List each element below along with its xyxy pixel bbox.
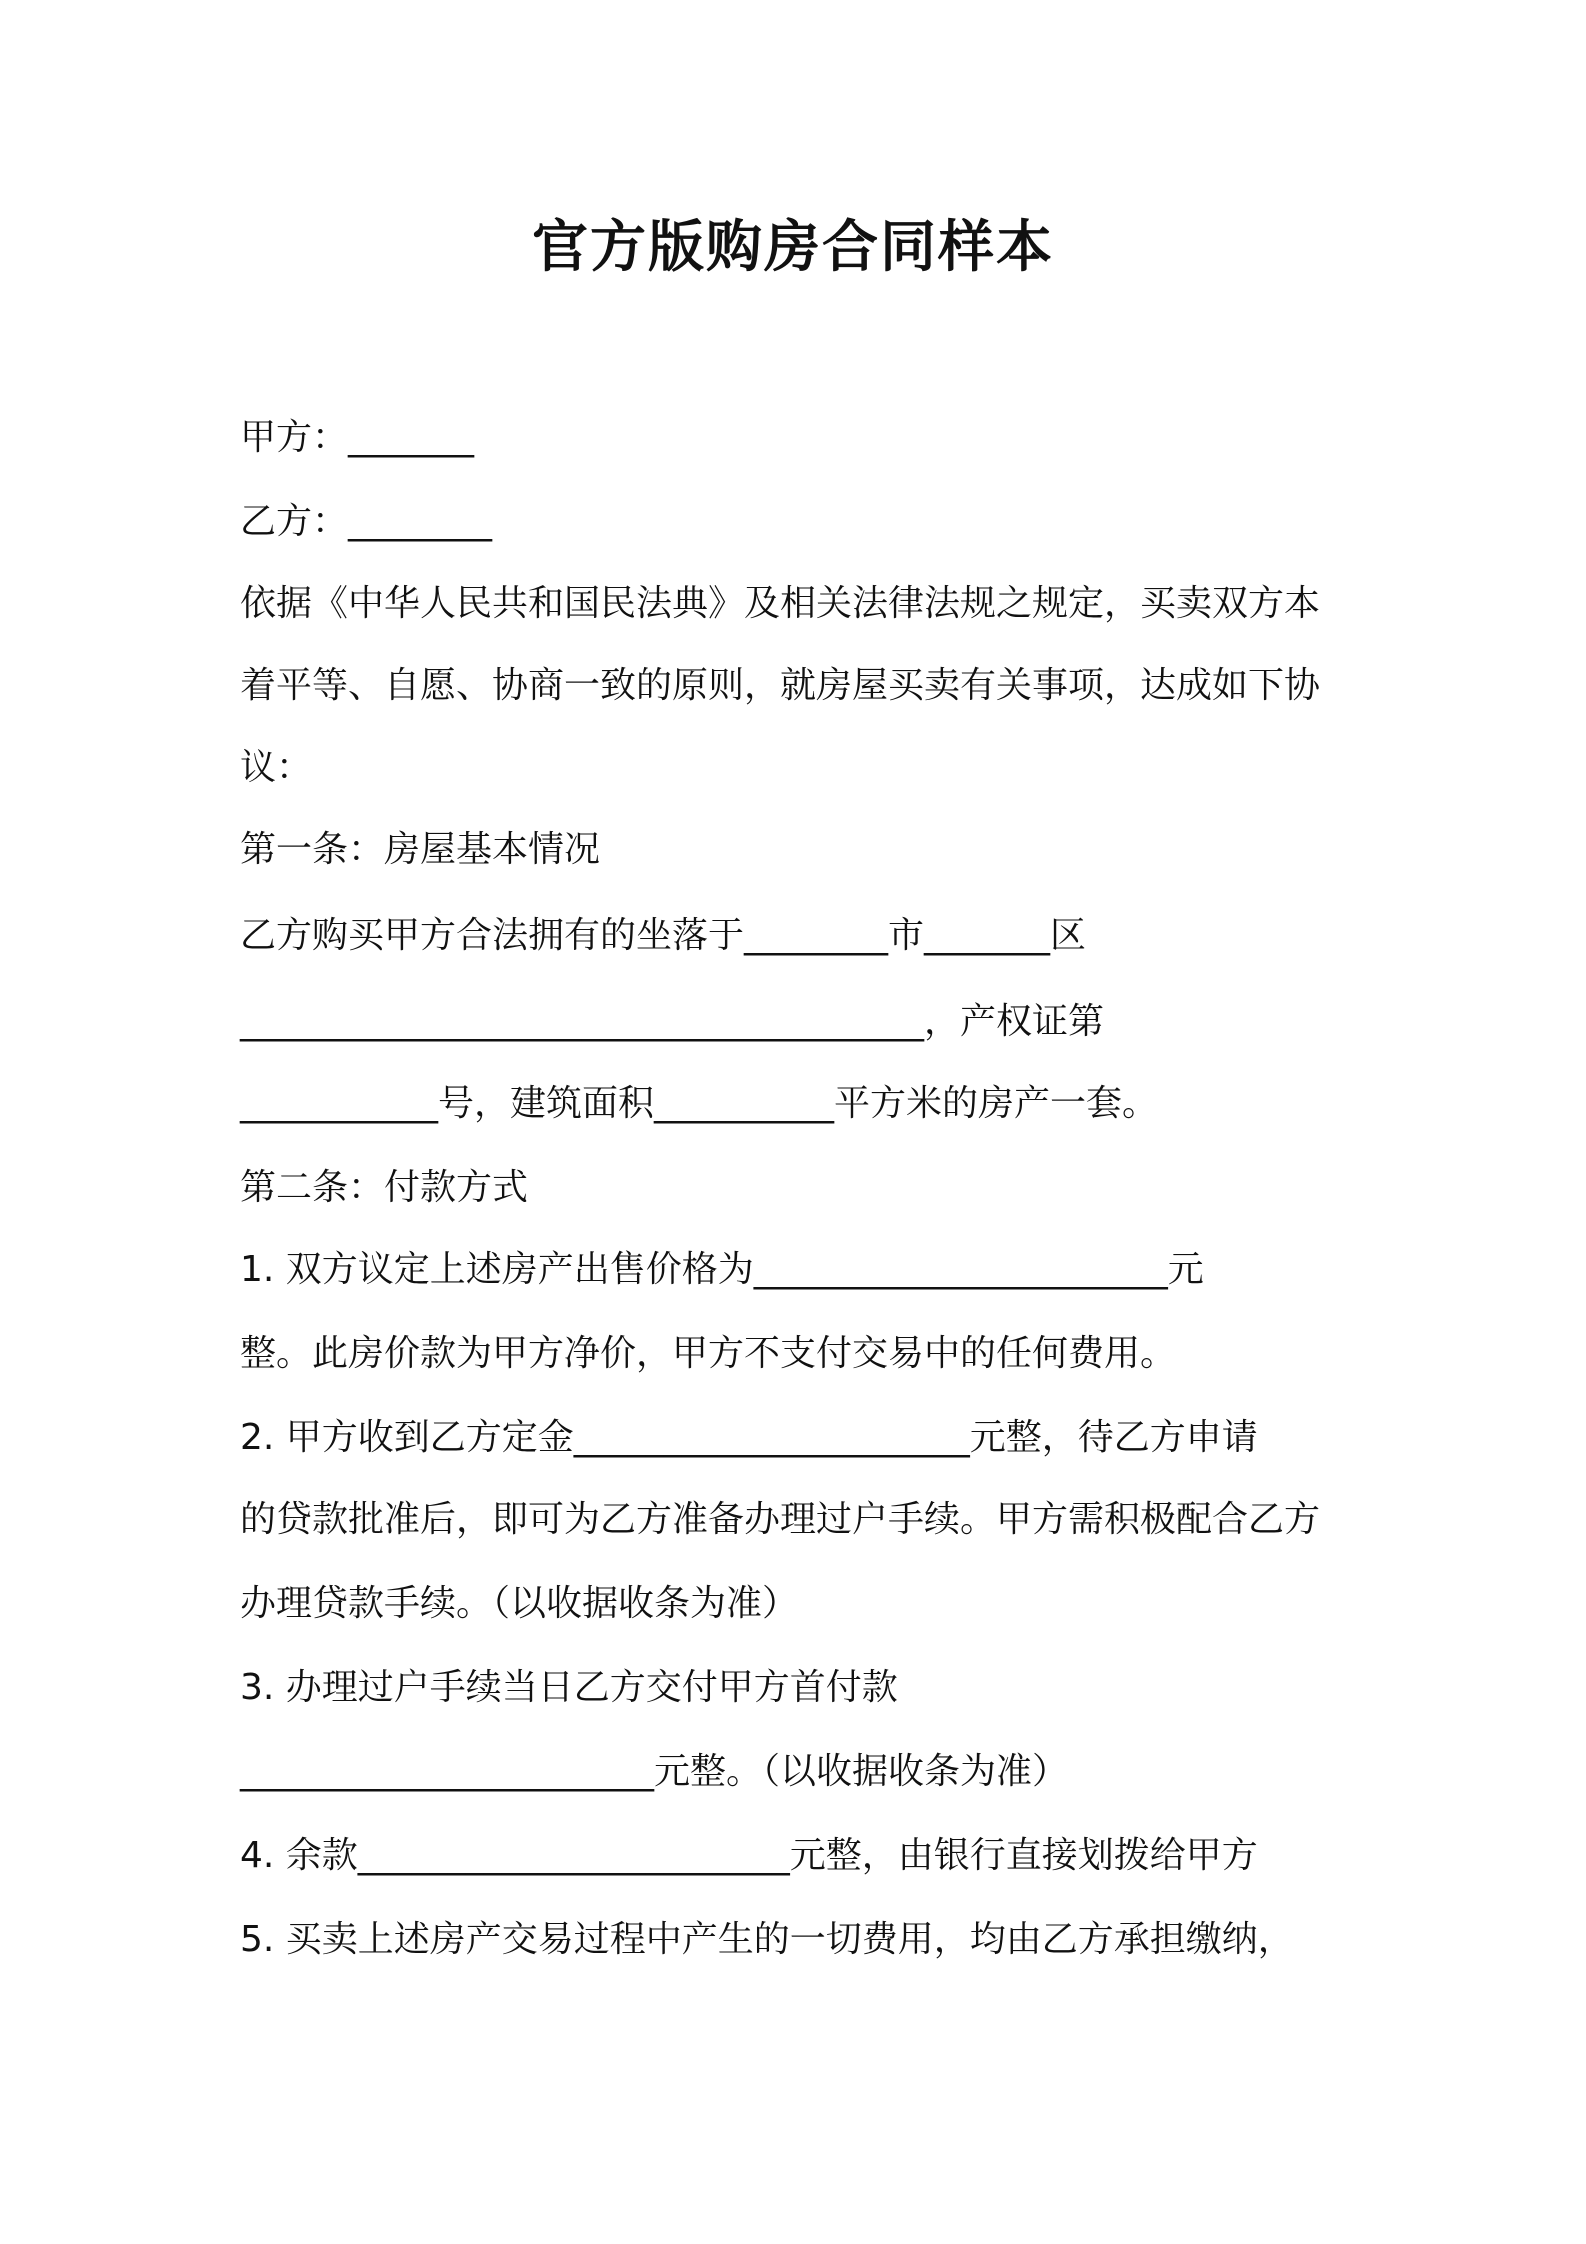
document-title: 官方版购房合同样本 <box>532 215 1054 280</box>
preamble-line-1: 依据《中华人民共和国民法典》及相关法律法规之规定，买卖双方本 <box>240 583 1321 624</box>
clause-4-line-1: 4. 余款________________________元整，由银行直接划拨给甲方 <box>240 1835 1258 1876</box>
article-1-line-2: ______________________________________，产权证第 <box>240 1001 1105 1042</box>
article-1-line-3: ___________号，建筑面积__________平方米的房产一套。 <box>240 1083 1159 1124</box>
clause-2-line-2: 的贷款批准后，即可为乙方准备办理过户手续。甲方需积极配合乙方 <box>240 1499 1321 1540</box>
clause-2-line-3: 办理贷款手续。（以收据收条为准） <box>240 1583 799 1624</box>
article-1-heading: 第一条：房屋基本情况 <box>240 829 601 870</box>
preamble-line-2: 着平等、自愿、协商一致的原则，就房屋买卖有关事项，达成如下协 <box>240 665 1321 706</box>
clause-5-line-1: 5. 买卖上述房产交易过程中产生的一切费用，均由乙方承担缴纳， <box>240 1919 1294 1960</box>
preamble-line-3: 议： <box>240 747 313 788</box>
clause-2-line-1: 2. 甲方收到乙方定金______________________元整，待乙方申请 <box>240 1417 1258 1458</box>
clause-3-line-1: 3. 办理过户手续当日乙方交付甲方首付款 <box>240 1667 898 1708</box>
party-a-line: 甲方：_______ <box>240 417 475 458</box>
article-2-heading: 第二条：付款方式 <box>240 1167 529 1208</box>
clause-1-line-1: 1. 双方议定上述房产出售价格为_______________________元 <box>240 1249 1204 1290</box>
clause-3-line-2: _______________________元整。（以收据收条为准） <box>240 1751 1069 1792</box>
clause-1-line-2: 整。此房价款为甲方净价，甲方不支付交易中的任何费用。 <box>240 1333 1177 1374</box>
article-1-line-1: 乙方购买甲方合法拥有的坐落于________市_______区 <box>240 915 1087 956</box>
party-b-line: 乙方：________ <box>240 501 493 542</box>
